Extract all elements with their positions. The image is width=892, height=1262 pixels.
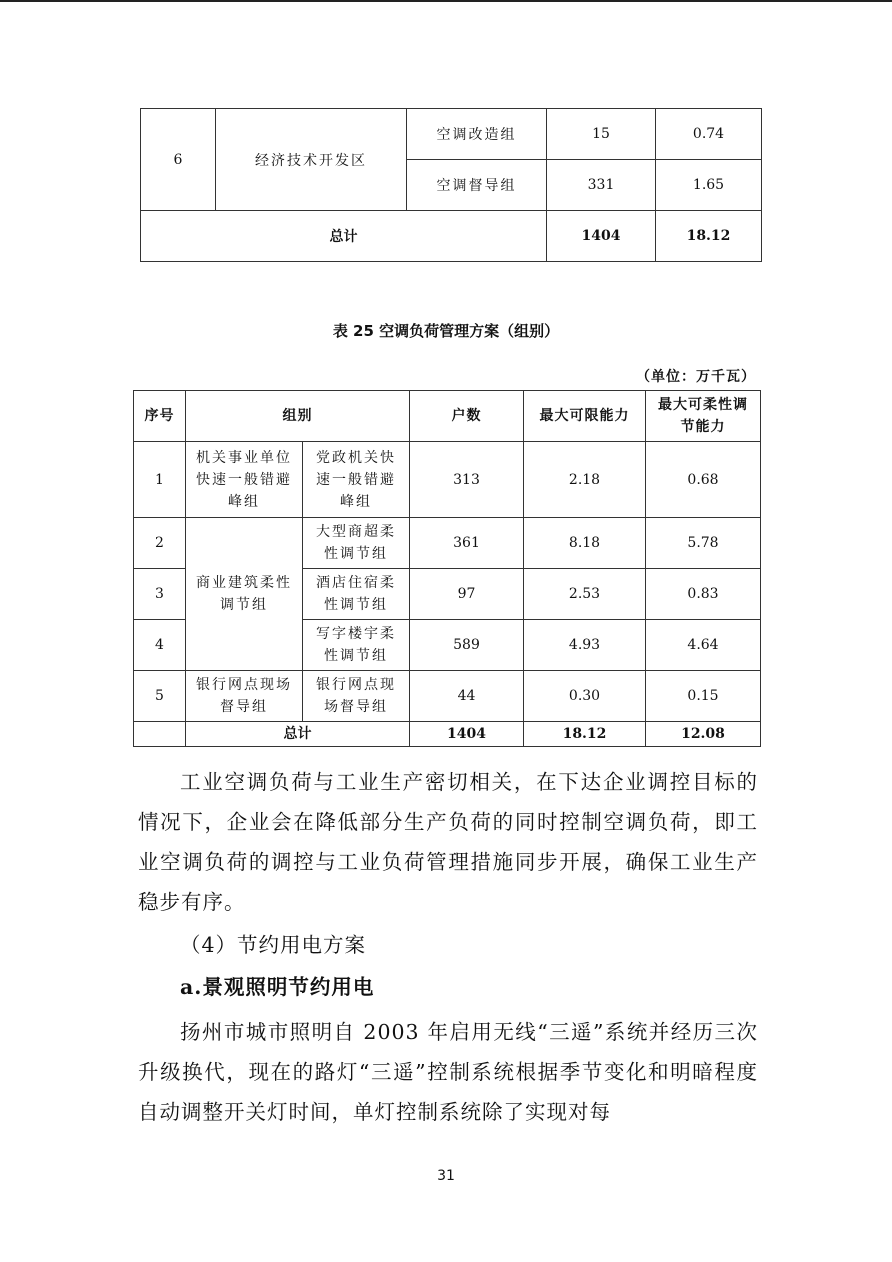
count-cell: 313 — [410, 442, 524, 518]
max-limit-cell: 2.18 — [524, 442, 646, 518]
total-count: 1404 — [410, 722, 524, 747]
total-max-flex: 12.08 — [646, 722, 761, 747]
seq-cell: 5 — [134, 671, 186, 722]
table-title: 表 25 空调负荷管理方案（组别） — [332, 322, 560, 340]
count-cell: 15 — [547, 109, 656, 160]
group-cell: 党政机关快速一般错避峰组 — [303, 442, 410, 518]
count-cell: 44 — [410, 671, 524, 722]
paragraph-text: 扬州市城市照明自 2003 年启用无线“三遥”系统并经历三次升级换代，现在的路灯“三遥”控制系统根据季节变化和明暗程度自动调整开关灯时间，单灯控制系统除了实现对每 — [138, 1020, 758, 1124]
max-flex-cell: 5.78 — [646, 518, 761, 569]
total-count: 1404 — [547, 211, 656, 262]
table-row — [141, 109, 762, 160]
max-flex-cell: 0.15 — [646, 671, 761, 722]
header-group: 组别 — [186, 391, 410, 442]
total-row — [134, 722, 761, 747]
group-cell: 酒店住宿柔性调节组 — [303, 569, 410, 620]
ac-load-management-table — [133, 390, 761, 747]
max-limit-cell: 4.93 — [524, 620, 646, 671]
seq-cell: 6 — [141, 109, 216, 211]
total-empty-cell — [134, 722, 186, 747]
total-max-limit: 18.12 — [524, 722, 646, 747]
area-cell: 经济技术开发区 — [216, 109, 407, 211]
count-cell: 589 — [410, 620, 524, 671]
count-cell: 331 — [547, 160, 656, 211]
group-cell: 大型商超柔性调节组 — [303, 518, 410, 569]
page-number: 31 — [437, 1168, 455, 1184]
table-unit: （单位：万千瓦） — [636, 369, 756, 385]
max-limit-cell: 2.53 — [524, 569, 646, 620]
max-limit-cell: 0.30 — [524, 671, 646, 722]
max-limit-cell: 8.18 — [524, 518, 646, 569]
subsection-heading: a.景观照明节约用电 — [180, 975, 375, 999]
header-row — [134, 391, 761, 442]
table-previous-continued — [140, 108, 762, 262]
header-seq: 序号 — [134, 391, 186, 442]
table-row — [134, 442, 761, 518]
header-max-flex: 最大可柔性调节能力 — [646, 391, 761, 442]
count-cell: 97 — [410, 569, 524, 620]
top-border — [0, 0, 892, 2]
seq-cell: 1 — [134, 442, 186, 518]
group-cell: 空调改造组 — [407, 109, 547, 160]
header-max-limit: 最大可限能力 — [524, 391, 646, 442]
category-cell: 商业建筑柔性调节组 — [186, 518, 303, 671]
paragraph-industrial-ac — [138, 762, 758, 922]
category-cell: 机关事业单位快速一般错避峰组 — [186, 442, 303, 518]
group-cell: 银行网点现场督导组 — [303, 671, 410, 722]
max-flex-cell: 0.83 — [646, 569, 761, 620]
max-flex-cell: 0.68 — [646, 442, 761, 518]
paragraph-text: 工业空调负荷与工业生产密切相关，在下达企业调控目标的情况下，企业会在降低部分生产负荷的同时控制空调负荷，即工业空调负荷的调控与工业负荷管理措施同步开展，确保工业生产稳步有序。 — [138, 770, 758, 914]
seq-cell: 2 — [134, 518, 186, 569]
total-label: 总计 — [186, 722, 410, 747]
category-cell: 银行网点现场督导组 — [186, 671, 303, 722]
total-row — [141, 211, 762, 262]
total-capacity: 18.12 — [656, 211, 762, 262]
paragraph-lighting — [138, 1012, 758, 1132]
table-row — [134, 518, 761, 569]
count-cell: 361 — [410, 518, 524, 569]
group-cell: 写字楼宇柔性调节组 — [303, 620, 410, 671]
table-row — [134, 671, 761, 722]
seq-cell: 3 — [134, 569, 186, 620]
capacity-cell: 0.74 — [656, 109, 762, 160]
group-cell: 空调督导组 — [407, 160, 547, 211]
max-flex-cell: 4.64 — [646, 620, 761, 671]
section-heading: （4）节约用电方案 — [180, 933, 367, 957]
header-count: 户数 — [410, 391, 524, 442]
capacity-cell: 1.65 — [656, 160, 762, 211]
total-label: 总计 — [141, 211, 547, 262]
seq-cell: 4 — [134, 620, 186, 671]
